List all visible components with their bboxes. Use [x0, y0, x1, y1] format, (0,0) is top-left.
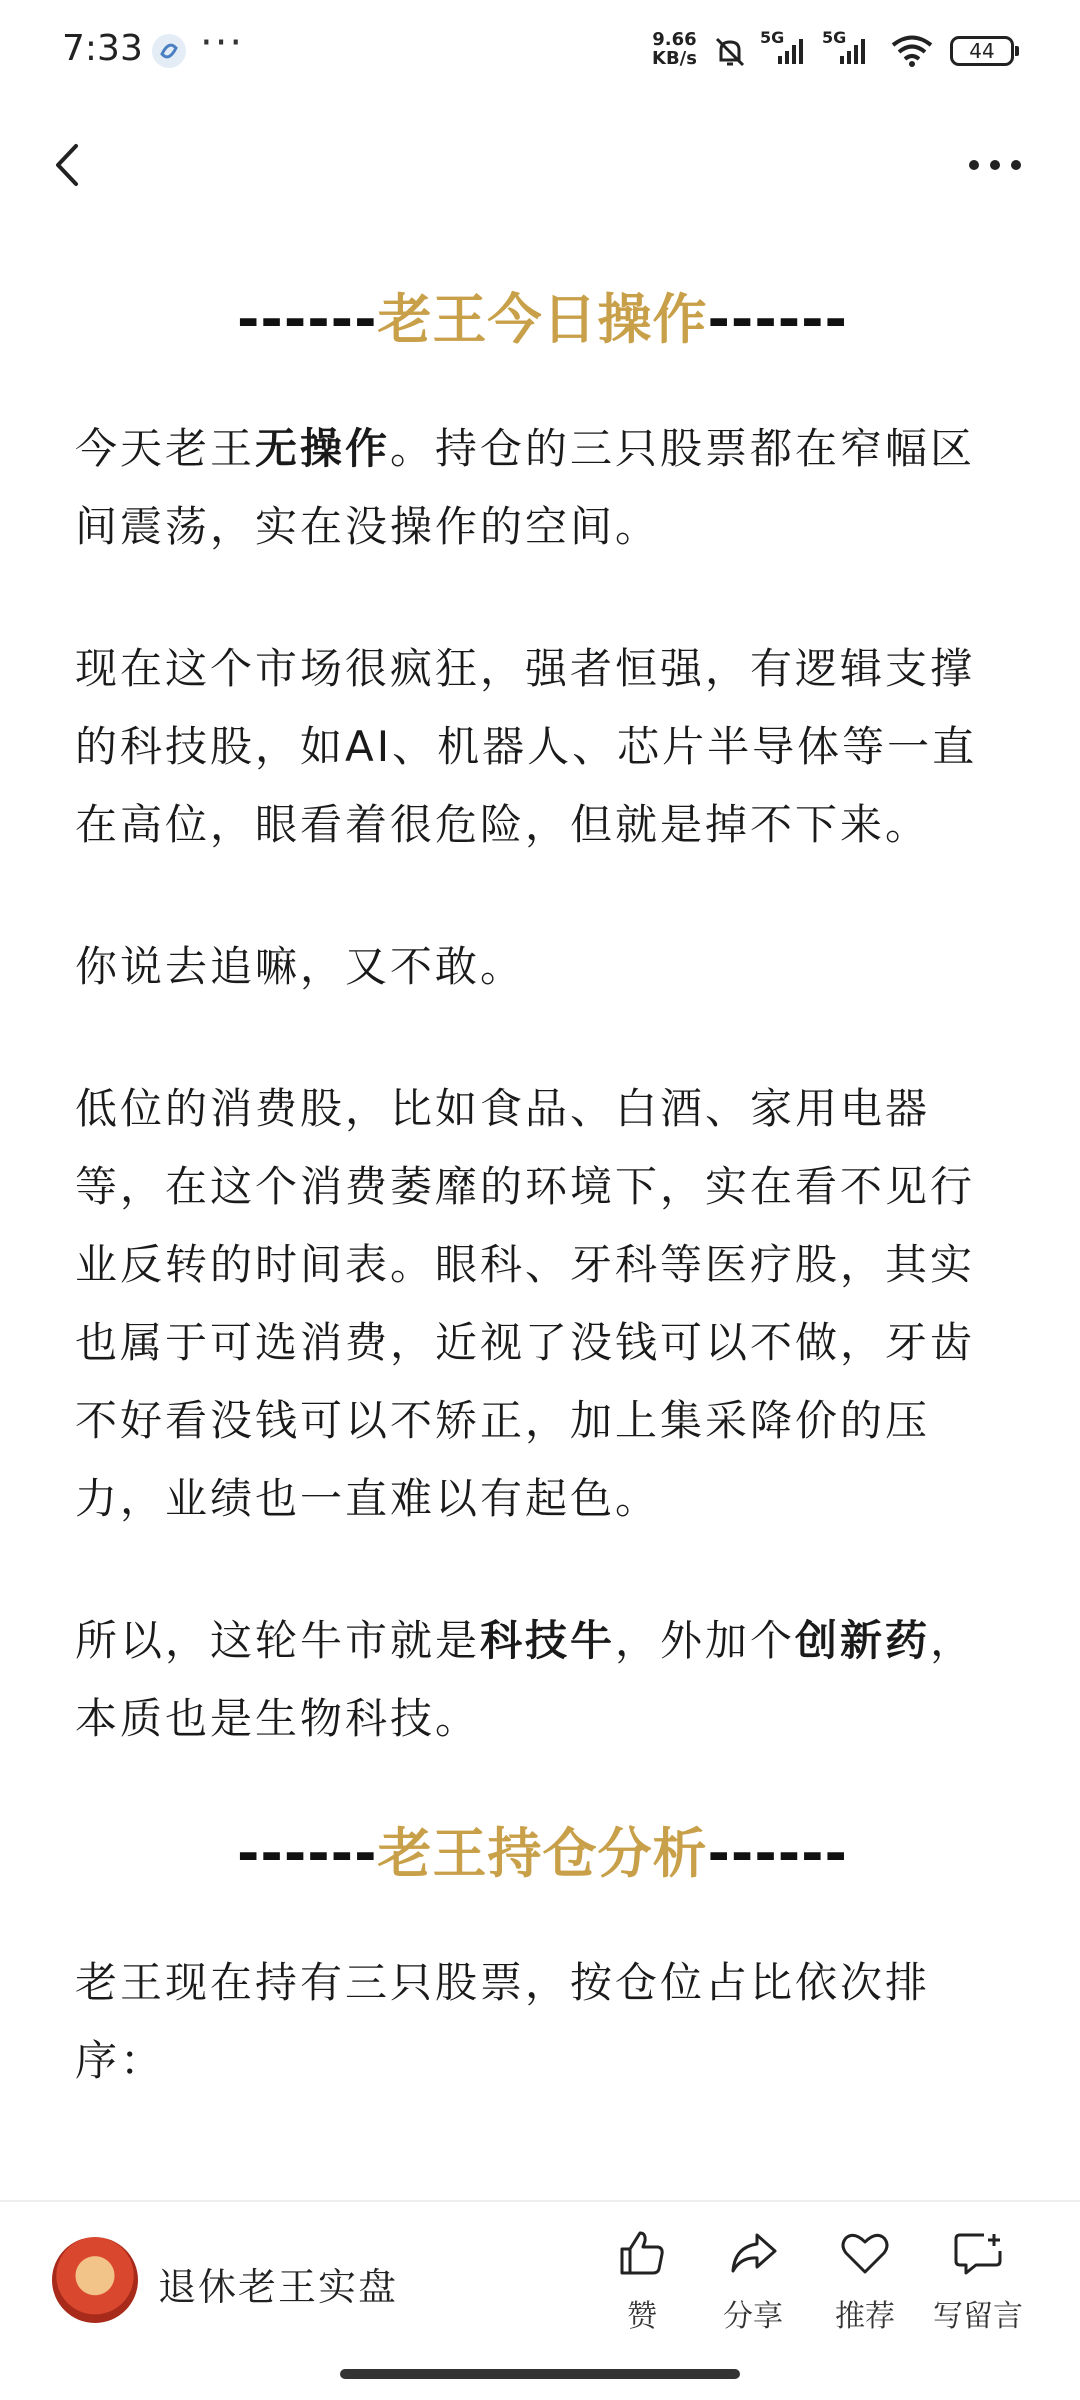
text-run: ，本质也是生物科技。: [75, 1616, 976, 1743]
more-options-button[interactable]: [960, 130, 1030, 200]
comment-label: 写留言: [933, 2299, 1023, 2334]
heart-icon: [837, 2225, 893, 2281]
text-run: 所以，这轮牛市就是: [75, 1616, 481, 1665]
section-title-holdings: [75, 1804, 1010, 1904]
network-speed-value: 9.66: [652, 29, 697, 50]
app-notification-icon: [152, 34, 186, 68]
bottom-divider: [0, 2200, 1080, 2202]
title-dashes-right: ------: [707, 1822, 848, 1885]
title-dashes-right: ------: [707, 288, 848, 351]
title-dashes-left: ------: [237, 1822, 378, 1885]
paragraph-no-operation: [75, 410, 1010, 566]
share-arrow-icon: [725, 2225, 781, 2281]
back-button[interactable]: [40, 130, 100, 200]
network-type-sim1: 5G: [760, 28, 785, 47]
signal-icon-sim2: [822, 28, 866, 72]
battery-icon: 44: [950, 36, 1014, 66]
avatar[interactable]: [52, 2237, 138, 2323]
text-run: ，外加个: [615, 1616, 796, 1665]
paragraph-tech-bull: [75, 1602, 1010, 1758]
bold-no-operation: 无操作: [255, 424, 391, 473]
chevron-left-icon: [40, 130, 100, 200]
comment-add-icon: [950, 2225, 1006, 2281]
more-horizontal-icon: [960, 130, 1030, 200]
section-title-today: [75, 270, 1010, 370]
status-time: 7:33: [62, 28, 143, 69]
recommend-label: 推荐: [835, 2299, 895, 2334]
network-speed-unit: KB/s: [652, 48, 697, 69]
title-text-today: 老王今日操作: [377, 288, 708, 351]
status-bar: [0, 0, 1080, 100]
paragraph-chase: 你说去追嘛，又不敢。: [75, 942, 526, 991]
text-run: 。持仓的三只股票都在窄幅区间震荡，实在没操作的空间。: [75, 424, 976, 551]
share-label: 分享: [723, 2299, 783, 2334]
bold-innovative-drug: 创新药: [795, 1616, 931, 1665]
text-run: 今天老王: [75, 424, 256, 473]
bell-muted-icon: [712, 34, 748, 74]
title-dashes-left: ------: [237, 288, 378, 351]
network-speed: [652, 30, 697, 68]
paragraph-market: 现在这个市场很疯狂，强者恒强，有逻辑支撑的科技股，如AI、机器人、芯片半导体等一直在高位，眼看着很危险，但就是掉不下来。: [75, 644, 978, 849]
share-button[interactable]: [693, 2225, 813, 2335]
status-more-dots: ···: [200, 20, 245, 66]
paragraph-consumer-stocks: 低位的消费股，比如食品、白酒、家用电器等，在这个消费萎靡的环境下，实在看不见行业反转的时间表。眼科、牙科等医疗股，其实也属于可选消费，近视了没钱可以不做，牙齿不好看没钱可以不矫正，加上集采降价的压力，业绩也一直难以有起色。: [75, 1084, 976, 1523]
wifi-icon: [890, 34, 934, 72]
recommend-button[interactable]: [805, 2225, 925, 2335]
thumbs-up-icon: [614, 2225, 670, 2281]
title-text-holdings: 老王持仓分析: [377, 1822, 708, 1885]
home-indicator[interactable]: [340, 2369, 740, 2379]
comment-button[interactable]: [918, 2225, 1038, 2335]
signal-icon-sim1: [760, 28, 804, 72]
account-name[interactable]: 退休老王实盘: [158, 2265, 399, 2309]
like-label: 赞: [627, 2299, 657, 2334]
network-type-sim2: 5G: [822, 28, 847, 47]
like-button[interactable]: [582, 2225, 702, 2335]
paragraph-holdings-intro: 老王现在持有三只股票，按仓位占比依次排序：: [75, 1958, 931, 2085]
bold-tech-bull: 科技牛: [480, 1616, 616, 1665]
article-body: [75, 270, 1010, 2100]
